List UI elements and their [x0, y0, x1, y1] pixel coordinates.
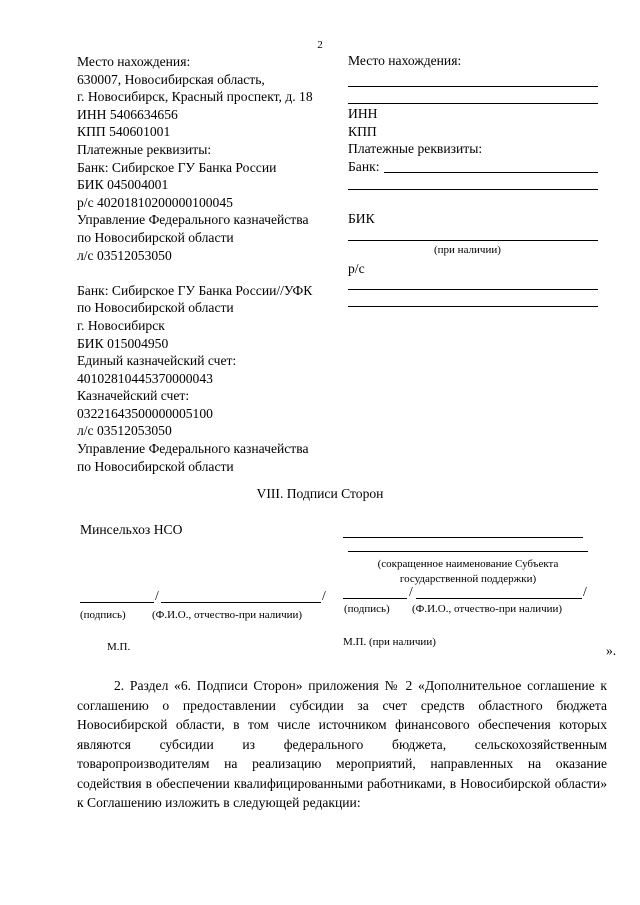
right-signature-line	[343, 598, 407, 599]
account-blank-line-2	[348, 306, 598, 307]
closing-mark: ».	[606, 643, 617, 658]
left-line: по Новосибирской области	[77, 229, 234, 245]
right-name-line	[416, 598, 582, 599]
left-line: 03221643500000005100	[77, 405, 213, 421]
inn-label: ИНН	[348, 106, 378, 121]
left-name-line	[161, 602, 321, 603]
left-line: ИНН 5406634656	[77, 106, 178, 122]
subject-name-line-2	[348, 551, 588, 552]
location-label: Место нахождения:	[348, 53, 462, 68]
left-line: Управление Федерального казначейства	[77, 441, 309, 457]
payment-label: Платежные реквизиты:	[348, 141, 483, 156]
section-title: VIII. Подписи Сторон	[256, 486, 384, 501]
left-line: Казначейский счет:	[77, 388, 190, 404]
page-number: 2	[317, 39, 323, 51]
bank-blank-line	[384, 172, 598, 173]
bik-blank-line	[348, 240, 598, 241]
right-slash: /	[409, 584, 413, 599]
left-line: КПП 540601001	[77, 124, 171, 140]
kpp-label: КПП	[348, 124, 377, 139]
left-line: л/с 03512053050	[77, 423, 172, 439]
bank-blank-line-2	[348, 189, 598, 190]
left-slash: /	[155, 588, 159, 603]
left-slash: /	[322, 588, 326, 603]
account-label: р/с	[348, 261, 365, 276]
if-any-note: (при наличии)	[434, 244, 501, 256]
bik-label: БИК	[348, 211, 375, 226]
left-line: Банк: Сибирское ГУ Банка России//УФК	[77, 282, 313, 298]
left-line: р/с 40201810200000100045	[77, 194, 233, 210]
left-line: по Новосибирской области	[77, 458, 234, 474]
left-line: г. Новосибирск	[77, 317, 165, 333]
left-line: БИК 045004001	[77, 177, 169, 193]
left-line: г. Новосибирск, Красный проспект, д. 18	[77, 89, 313, 105]
left-line: Место нахождения:	[77, 54, 191, 69]
right-signature-caption: (подпись)	[344, 603, 390, 615]
subject-name-line	[343, 537, 583, 538]
subject-caption: (сокращенное наименование Субъекта государственной поддержки)	[377, 558, 559, 585]
left-line: Банк: Сибирское ГУ Банка России	[77, 159, 277, 175]
left-signature-caption: (подпись)	[80, 609, 126, 621]
right-name-caption: (Ф.И.О., отчество-при наличии)	[412, 603, 563, 615]
left-line: БИК 015004950	[77, 335, 169, 351]
right-slash: /	[583, 584, 587, 599]
left-line: 630007, Новосибирская область,	[77, 71, 265, 87]
left-line: Платежные реквизиты:	[77, 141, 212, 157]
left-line: Единый казначейский счет:	[77, 353, 237, 369]
left-line: л/с 03512053050	[77, 247, 172, 263]
left-line: 40102810445370000043	[77, 370, 213, 386]
location-blank-line-1	[348, 86, 598, 87]
left-name-caption: (Ф.И.О., отчество-при наличии)	[152, 609, 303, 621]
ministry-name: Минсельхоз НСО	[80, 522, 183, 537]
amendment-paragraph	[77, 676, 607, 813]
ministry-requisites	[77, 53, 313, 475]
location-blank-line-2	[348, 103, 598, 104]
left-line: Управление Федерального казначейства	[77, 212, 309, 228]
left-signature-line	[80, 602, 154, 603]
right-stamp: М.П. (при наличии)	[343, 636, 436, 648]
bank-label: Банк:	[348, 159, 380, 174]
account-blank-line-1	[348, 289, 598, 290]
amendment-text: 2. Раздел «6. Подписи Сторон» приложения № 2 «Дополнительное соглашение к соглашению о предоставлении субсидии за счет средств областного бюджета Новосибирской области, в том числе источником финансового обеспечения которых являются субсидии из федерального бюджета, сельскохозяйственным товаропроизводителям на реализацию мероприятий, направленных на оказание содействия в обеспечении квалифицированными работниками, в Новосибирской области» к Соглашению изложить в следующей редакции:	[77, 678, 607, 810]
left-line: по Новосибирской области	[77, 300, 234, 316]
left-stamp: М.П.	[107, 641, 131, 653]
